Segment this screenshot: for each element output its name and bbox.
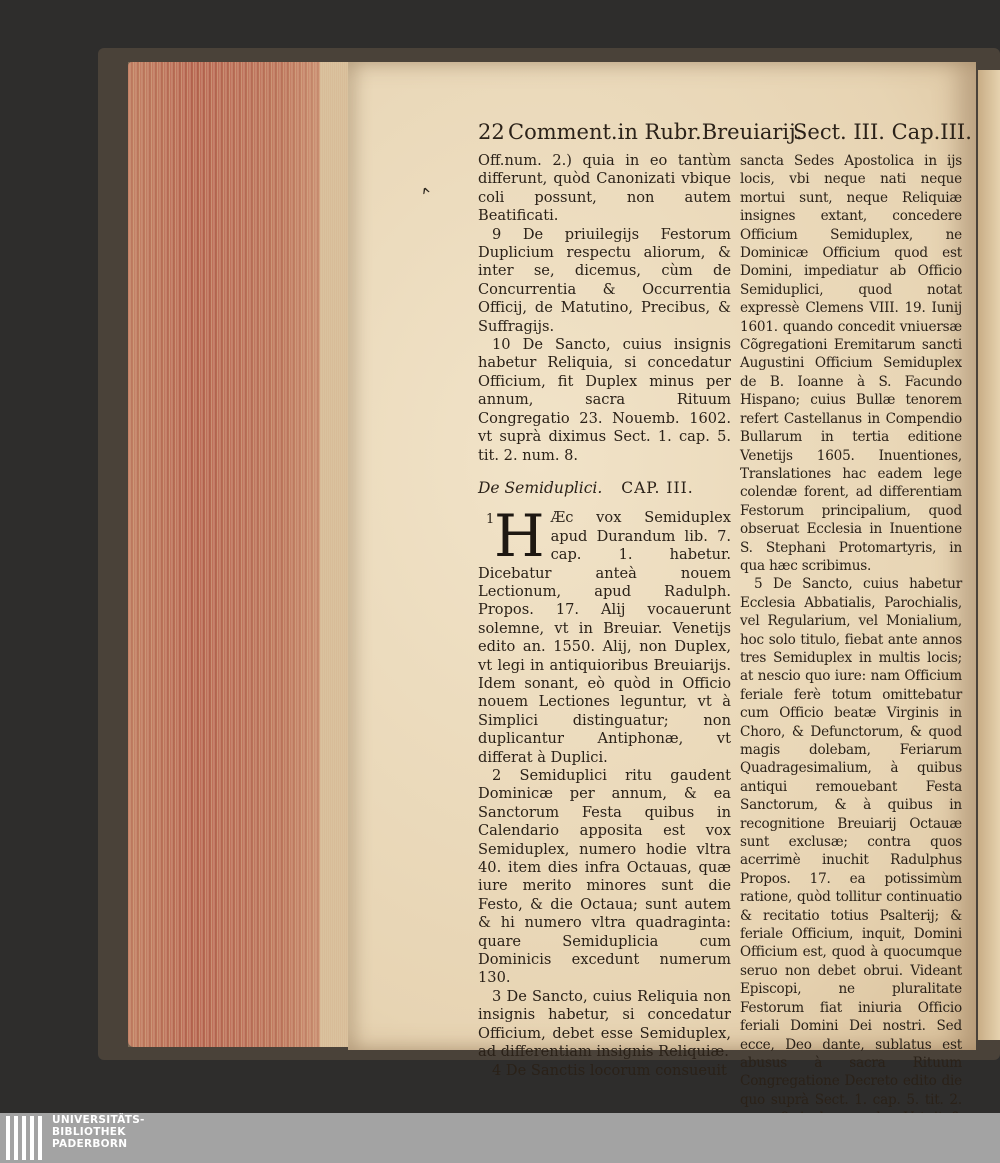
paragraph: 2 Semiduplici ritu gaudent Dominicæ per annum, & ea Sanctorum Festa quibus in Calendario apposita est vox Semiduplex, numero hodie vltra 40. item dies infra Octauas, quæ iure merito minores sunt die Festo, & die Octaua; sunt autem & hi numero vltra quadraginta: quare Semiduplicia cum Dominicis excedunt numerum 130. (478, 767, 731, 987)
page-stack (320, 62, 350, 1047)
library-name (52, 1113, 145, 1150)
fore-edge-pages (128, 62, 350, 1047)
library-logo-icon (6, 1116, 46, 1160)
paragraph: 9 De priuilegijs Festorum Duplicium respectu aliorum, & inter se, dicemus, cùm de Concurrentia & Occurrentia Officij, de Matutino, Precibus, & Suffragijs. (478, 225, 731, 335)
chapter-title: De Semiduplici. (478, 478, 603, 497)
paragraph: 5 De Sancto, cuius habetur Ecclesia Abbatialis, Parochialis, vel Regularium, vel Monialium, hoc solo titulo, fiebat ante annos tres Semiduplex in multis locis; at nescio quo iure: nam Officium feriale ferè totum omittebatur cum Officio beatæ Virginis in Choro, & Defunctorum, & quod magis dolebam, Feriarum Quadragesimalium, à quibus antiqui remouebant Festa Sanctorum, & à quibus in recognitione Breuiarij Octauæ sunt exclusæ; contra quos acerrimè inuchit Radulphus Propos. 17. ea potissimùm ratione, quòd tollitur continuatio & recitatio totius Psalterij; & feriale Officium, inquit, Domini Officium est, quod à quocumque seruo non debet obrui. Videant Episcopi, ne pluralitate Festorum fiat iniuria Officio feriali Domini Dei nostri. Sed ecce, Deo dante, sublatus est abusus à sacra Rituum Congregatione Decreto edito die quo suprà Sect. 1. cap. 5. tit. 2. (740, 576, 962, 1108)
header-section: Sect. III. Cap.III. (793, 120, 972, 144)
handwritten-mark-icon: ˄ (419, 184, 438, 213)
paragraph: 3 De Sancto, cuius Reliquia non insignis habetur, si concedatur Officium, debet esse Semiduplex, ad differentiam insignis Reliquiæ. (478, 987, 731, 1061)
paragraph: sancta Sedes Apostolica in ijs locis, vbi neque nati neque mortui sunt, neque Reliquiæ insignes extant, concedere Officium Semiduplex, ne Dominicæ Officium quod est Domini, impediatur ab Officio Semiduplici, quod notat expressè Clemens VIII. 19. Iunij 1601. quando concedit vniuersæ Cõgregationi Eremitarum sancti Augustini Officium Semiduplex de B. Ioanne à S. Facundo Hispano; cuius Bullæ tenorem refert Castellanus in Compendio Bullarum in tertia editione Venetijs 1605. Inuentiones, Translationes hac eadem lege colendæ forent, ad differentiam Festorum principalium, quod obseruat Ecclesia in Inuentione S. Stephani Protomartyris, in qua hæc scribimus. (740, 153, 962, 574)
header-title: Comment.in Rubr.Breuiarij. (508, 120, 803, 144)
right-column (740, 152, 962, 1146)
page-number: 22 (478, 120, 505, 144)
paragraph: Off.num. 2.) quia in eo tantùm differunt, quòd Canonizati vbique coli possunt, non autem Beatificati. (478, 152, 731, 225)
paragraph: 4 De Sanctis locorum consueuit (492, 1061, 727, 1079)
chapter-number: CAP. III. (621, 478, 694, 497)
paragraph: 10 De Sancto, cuius insignis habetur Reliquia, si concedatur Officium, fit Duplex minus per annum, sacra Rituum Congregatio 23. Nouemb. 1602. vt suprà diximus Sect. 1. cap. 5. tit. 2. num. 8. (478, 336, 731, 464)
footer-bar (0, 1113, 1000, 1163)
chapter-heading (478, 479, 731, 497)
paragraph-number: 1 (486, 512, 495, 528)
right-page-edge (978, 70, 1000, 1040)
running-header (478, 120, 972, 152)
left-column (478, 152, 731, 1080)
drop-cap-paragraph (478, 502, 731, 767)
library-name-line: BIBLIOTHEK (52, 1125, 126, 1138)
library-name-line: UNIVERSITÄTS- (52, 1114, 145, 1126)
paragraph: Æc vox Semiduplex apud Durandum lib. 7. cap. 1. habetur. Dicebatur anteà nouem Lectionum, apud Radulph. Propos. 17. Alij vocauerunt solemne, vt in Breuiar. Venetijs edito an. 1550. Alij, non Duplex, vt legi in antiquioribus Breuiarijs. Idem sonant, eò quòd in Officio nouem Lectiones leguntur, vt à Simplici distinguatur; non duplicantur Antiphonæ, vt differat à Duplici. (478, 509, 731, 766)
library-name-line: PADERBORN (52, 1137, 128, 1150)
drop-cap-letter: H (494, 502, 545, 571)
